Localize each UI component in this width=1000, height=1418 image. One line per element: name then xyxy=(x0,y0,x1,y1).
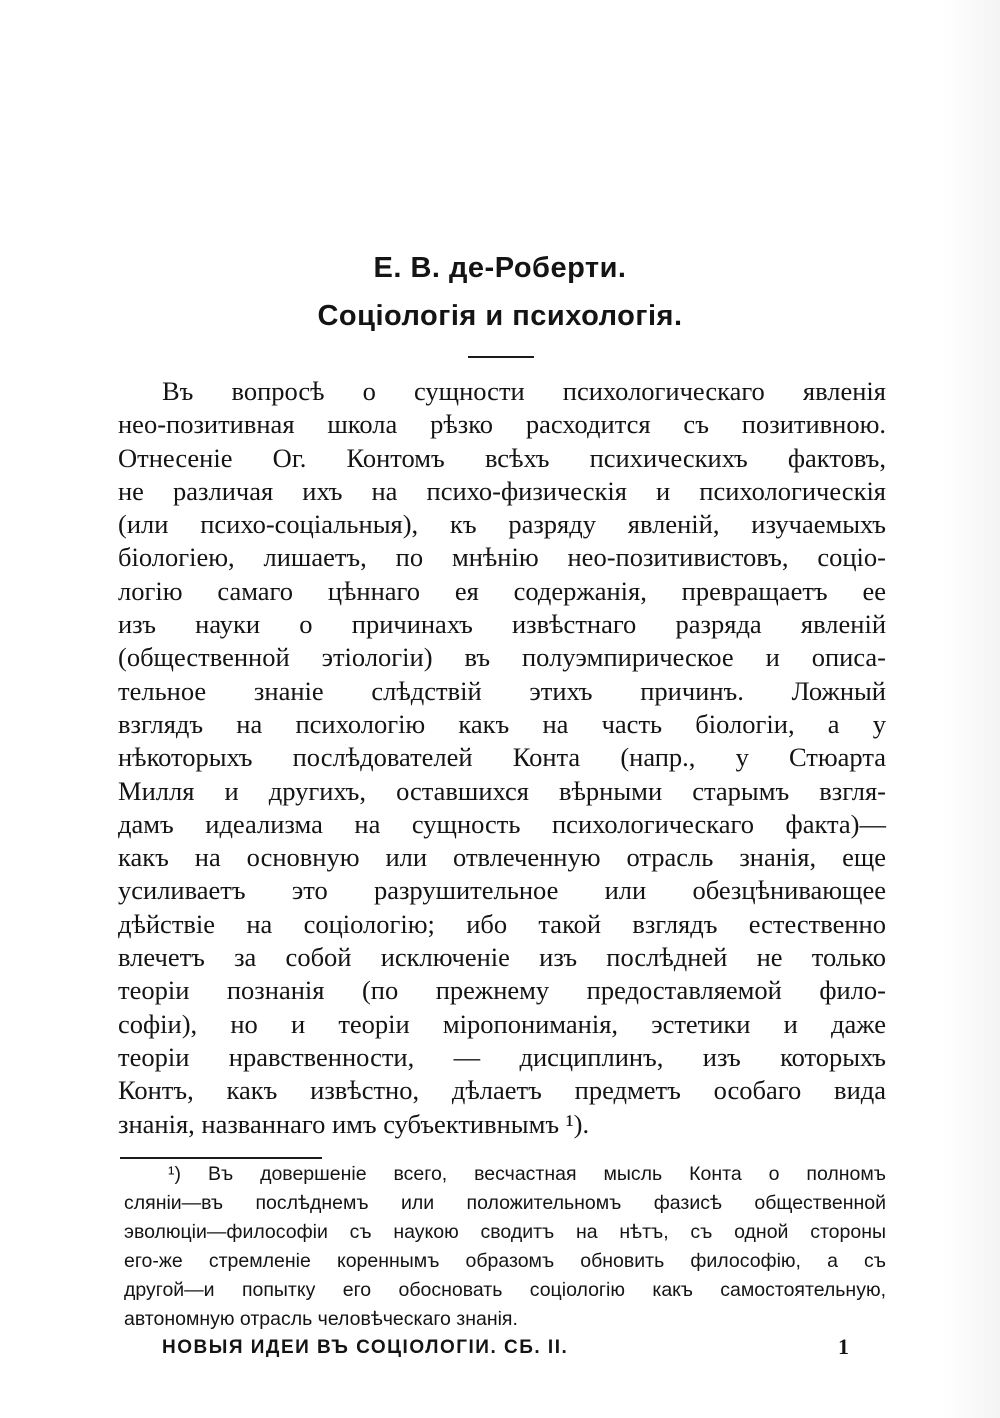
footnote-divider xyxy=(120,1157,322,1159)
body-line: біологіею, лишаетъ, по мнѣнію нео-позитивистовъ, соціо- xyxy=(118,542,886,573)
body-line: тельное знаніе слѣдствій этихъ причинъ. Ложный xyxy=(118,675,886,706)
body-line: (общественной этіологіи) въ полуэмпирическое и описа- xyxy=(118,642,886,673)
body-line: (или психо-соціальныя), къ разряду явленій, изучаемыхъ xyxy=(118,509,886,540)
footnote xyxy=(124,1160,886,1334)
footnote-line: ¹) Въ довершеніе всего, весчастная мысль Конта о полномъ xyxy=(168,1163,886,1185)
footnote-line: другой—и попытку его обосновать соціологію какъ самостоятельную, xyxy=(124,1279,886,1301)
body-line: Въ вопросѣ о сущности психологическаго явленія xyxy=(162,376,886,406)
body-line: усиливаетъ это разрушительное или обезцѣнивающее xyxy=(118,875,886,906)
body-line: влечетъ за собой исключеніе изъ послѣдней не только xyxy=(118,942,886,973)
body-line: Милля и другихъ, оставшихся вѣрными старымъ взгля- xyxy=(118,775,886,806)
body-line: теоріи нравственности, — дисциплинъ, изъ которыхъ xyxy=(118,1041,886,1072)
body-line: нео-позитивная школа рѣзко расходится съ позитивною. xyxy=(118,409,886,440)
footnote-line: автономную отрасль человѣческаго знанія. xyxy=(124,1308,518,1330)
body-line: знанія, названнаго имъ субъективнымъ ¹). xyxy=(118,1108,590,1139)
body-line: дамъ идеализма на сущность психологическаго факта)— xyxy=(118,808,886,839)
title-divider xyxy=(468,356,534,358)
body-line: логію самаго цѣннаго ея содержанія, превращаетъ ее xyxy=(118,575,886,606)
footnote-line: сляніи—въ послѣднемъ или положительномъ фазисѣ общественной xyxy=(124,1192,886,1214)
body-line: какъ на основную или отвлеченную отрасль знанія, еще xyxy=(118,842,886,873)
footnote-line: эволюціи—философіи съ наукою сводитъ на нѣтъ, съ одной стороны xyxy=(124,1221,886,1243)
body-line: софіи), но и теоріи міропониманія, эстетики и даже xyxy=(118,1008,886,1039)
body-paragraph xyxy=(118,375,886,1141)
body-line: изъ науки о причинахъ извѣстнаго разряда явленій xyxy=(118,609,886,640)
author-heading: Е. В. де-Роберти. xyxy=(373,252,627,284)
scan-edge-shade xyxy=(942,0,1000,1418)
page-number: 1 xyxy=(838,1334,849,1359)
body-line: Отнесеніе Ог. Контомъ всѣхъ психическихъ фактовъ, xyxy=(118,442,886,473)
article-title: Соціологія и психологія. xyxy=(317,300,683,332)
body-line: не различая ихъ на психо-физическія и психологическія xyxy=(118,475,886,506)
body-line: теоріи познанія (по прежнему предоставляемой фило- xyxy=(118,975,886,1006)
running-footer-title: НОВЫЯ ИДЕИ ВЪ СОЦІОЛОГІИ. СБ. II. xyxy=(162,1337,569,1358)
body-line: взглядъ на психологію какъ на часть біологіи, а у xyxy=(118,708,886,739)
footnote-line: его-же стремленіе кореннымъ образомъ обновить философію, а съ xyxy=(124,1250,886,1272)
body-line: нѣкоторыхъ послѣдователей Конта (напр., у Стюарта xyxy=(118,742,886,773)
body-line: Контъ, какъ извѣстно, дѣлаетъ предметъ особаго вида xyxy=(118,1075,886,1106)
body-line: дѣйствіе на соціологію; ибо такой взглядъ естественно xyxy=(118,908,886,939)
